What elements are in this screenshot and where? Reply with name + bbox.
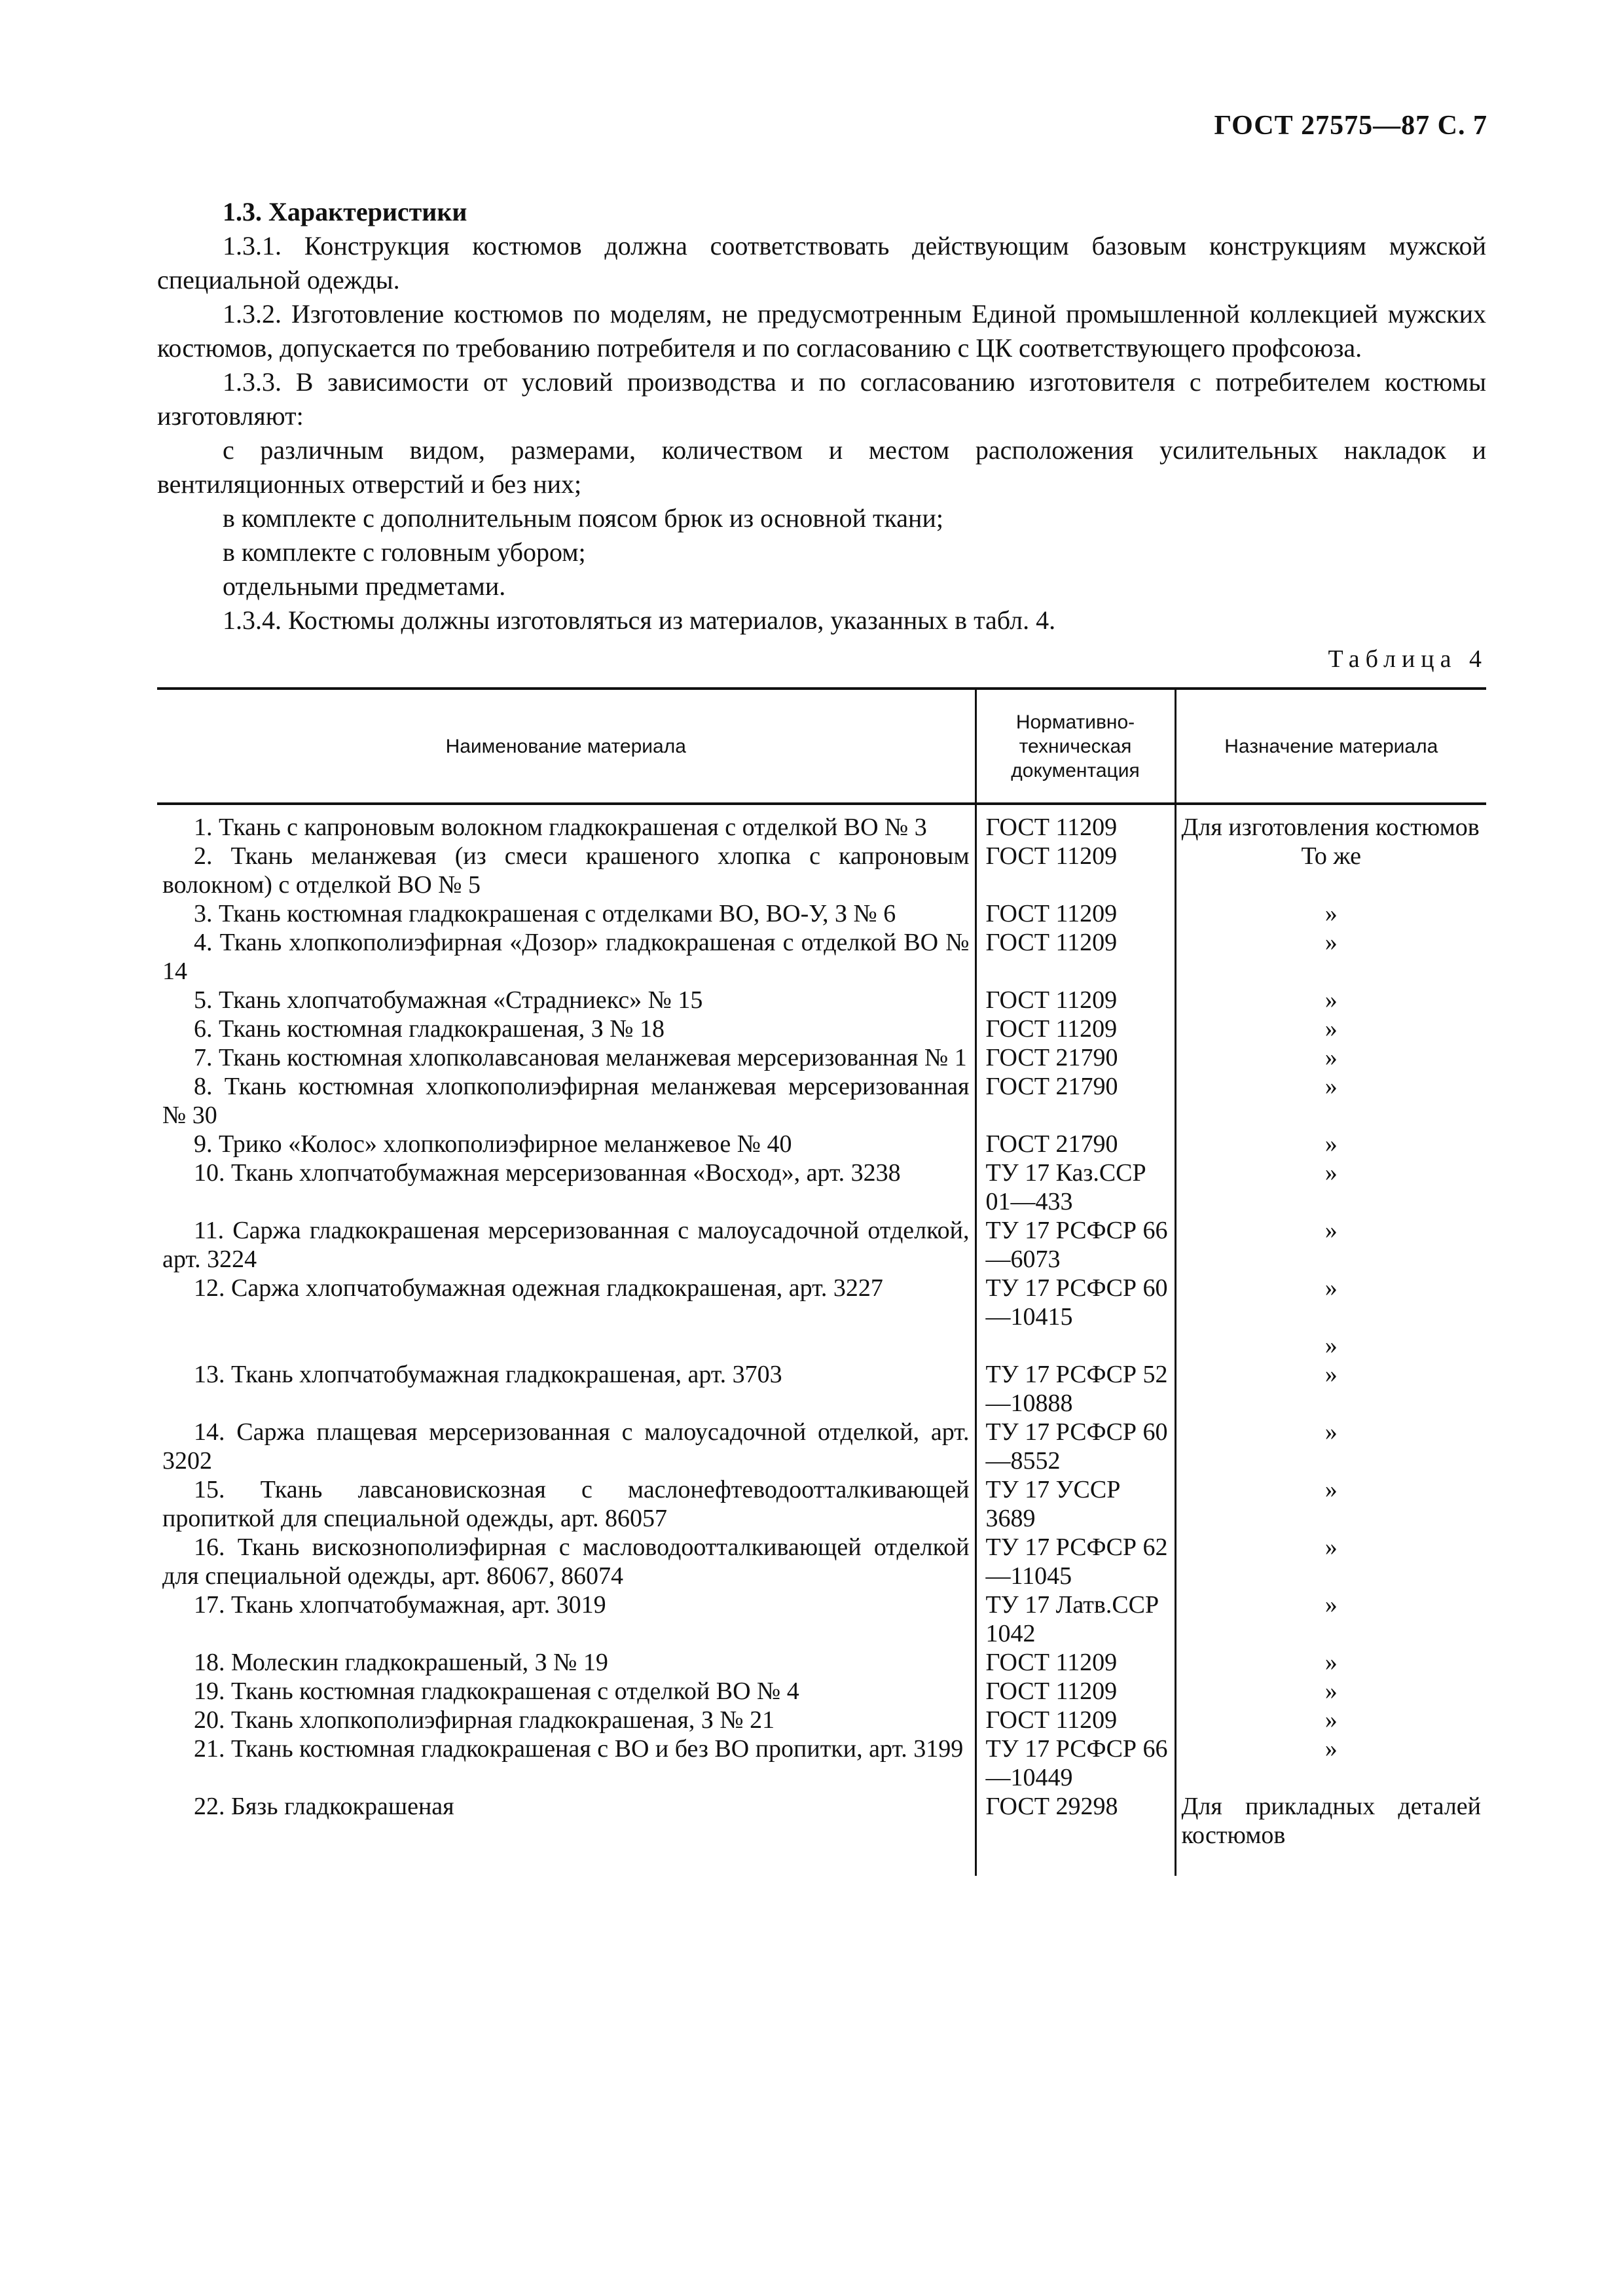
table-row	[157, 842, 1486, 899]
table-row	[157, 1418, 1486, 1475]
documentation-cell: ГОСТ 11209	[976, 1706, 1175, 1734]
paragraph-1-3-3: 1.3.3. В зависимости от условий производства и по согласованию изготовителя с потребителем костюмы изготовляют:	[157, 367, 1486, 431]
table-row	[157, 1475, 1486, 1533]
purpose-cell: »	[1175, 1677, 1486, 1706]
list-item: в комплекте с головным убором;	[223, 537, 586, 567]
purpose-cell: »	[1175, 1533, 1486, 1590]
material-name-cell: 17. Ткань хлопчатобумажная, арт. 3019	[194, 1591, 606, 1619]
documentation-cell: ГОСТ 11209	[976, 1648, 1175, 1677]
purpose-cell: »	[1175, 1590, 1486, 1648]
documentation-cell: ТУ 17 Латв.ССР 1042	[976, 1590, 1175, 1648]
material-name-cell: 5. Ткань хлопчатобумажная «Страдниекс» № 15	[194, 986, 703, 1014]
documentation-cell: ТУ 17 Каз.ССР 01—433	[976, 1158, 1175, 1216]
purpose-cell: »	[1175, 1734, 1486, 1792]
material-name-cell: 14. Саржа плащевая мерсеризованная с малоусадочной отделкой, арт. 3202	[162, 1418, 970, 1475]
table-row	[157, 1792, 1486, 1850]
table-row	[157, 804, 1486, 842]
documentation-cell: ГОСТ 21790	[976, 1130, 1175, 1158]
documentation-cell: ТУ 17 РСФСР 60—8552	[976, 1418, 1175, 1475]
material-name-cell: 16. Ткань вискознополиэфирная с масловодоотталкивающей отделкой для специальной одежды, арт. 86067, 86074	[162, 1534, 970, 1590]
purpose-cell: »	[1175, 1360, 1486, 1418]
purpose-cell: »	[1175, 1014, 1486, 1043]
empty-cell	[976, 1850, 1175, 1876]
documentation-cell: ГОСТ 11209	[976, 1014, 1175, 1043]
empty-cell	[157, 1850, 976, 1876]
documentation-cell	[976, 1331, 1175, 1360]
purpose-cell: »	[1175, 1706, 1486, 1734]
material-name-cell: 12. Саржа хлопчатобумажная одежная гладкокрашеная, арт. 3227	[194, 1274, 883, 1302]
purpose-cell: »	[1175, 1331, 1486, 1360]
header-material-name: Наименование материала	[157, 689, 976, 804]
documentation-cell: ТУ 17 РСФСР 66—10449	[976, 1734, 1175, 1792]
material-name-cell: 8. Ткань костюмная хлопкополиэфирная меланжевая мерсеризованная № 30	[162, 1073, 970, 1129]
table-row	[157, 1648, 1486, 1677]
table-row	[157, 1590, 1486, 1648]
paragraph-1-3-1: 1.3.1. Конструкция костюмов должна соответствовать действующим базовым конструкциям мужской специальной одежды.	[157, 231, 1486, 295]
purpose-cell: »	[1175, 1043, 1486, 1072]
documentation-cell: ТУ 17 РСФСР 62—11045	[976, 1533, 1175, 1590]
material-name-cell: 20. Ткань хлопкополиэфирная гладкокрашеная, З № 21	[194, 1706, 775, 1734]
purpose-cell: »	[1175, 1158, 1486, 1216]
table-row	[157, 1158, 1486, 1216]
purpose-cell: »	[1175, 1274, 1486, 1331]
table-row	[157, 899, 1486, 928]
table-row	[157, 928, 1486, 986]
list-item: в комплекте с дополнительным поясом брюк из основной ткани;	[223, 503, 943, 533]
material-name-cell: 11. Саржа гладкокрашеная мерсеризованная с малоусадочной отделкой, арт. 3224	[162, 1217, 970, 1273]
material-name-cell	[157, 1331, 976, 1360]
purpose-cell: »	[1175, 1418, 1486, 1475]
documentation-cell: ГОСТ 21790	[976, 1072, 1175, 1130]
table-row	[157, 1216, 1486, 1274]
documentation-cell: ГОСТ 11209	[976, 986, 1175, 1014]
table-row	[157, 1331, 1486, 1360]
material-name-cell: 6. Ткань костюмная гладкокрашеная, З № 18	[194, 1015, 665, 1043]
documentation-cell: ТУ 17 РСФСР 52—10888	[976, 1360, 1175, 1418]
material-name-cell: 22. Бязь гладкокрашеная	[194, 1793, 454, 1820]
purpose-cell: Для изготовления костюмов	[1175, 804, 1486, 842]
header-purpose: Назначение материала	[1175, 689, 1486, 804]
table-tail-row	[157, 1850, 1486, 1876]
documentation-cell: ГОСТ 21790	[976, 1043, 1175, 1072]
page-header: ГОСТ 27575—87 С. 7	[1214, 111, 1487, 141]
purpose-cell: »	[1175, 1648, 1486, 1677]
material-name-cell: 13. Ткань хлопчатобумажная гладкокрашеная, арт. 3703	[194, 1361, 782, 1388]
paragraph-1-3-4: 1.3.4. Костюмы должны изготовляться из материалов, указанных в табл. 4.	[223, 605, 1056, 635]
purpose-cell: »	[1175, 986, 1486, 1014]
purpose-cell: Для прикладных деталей костюмов	[1175, 1792, 1486, 1850]
table-row	[157, 1130, 1486, 1158]
material-name-cell: 19. Ткань костюмная гладкокрашеная с отделкой ВО № 4	[194, 1677, 799, 1705]
purpose-cell: »	[1175, 1216, 1486, 1274]
documentation-cell: ТУ 17 УССР 3689	[976, 1475, 1175, 1533]
list-item: с различным видом, размерами, количеством и местом расположения усилительных накладок и вентиляционных отверстий и без них;	[157, 435, 1486, 499]
documentation-cell: ГОСТ 11209	[976, 1677, 1175, 1706]
material-name-cell: 21. Ткань костюмная гладкокрашеная с ВО и без ВО пропитки, арт. 3199	[194, 1735, 964, 1763]
material-name-cell: 1. Ткань с капроновым волокном гладкокрашеная с отделкой ВО № 3	[194, 814, 927, 841]
table-row	[157, 986, 1486, 1014]
table-row	[157, 1043, 1486, 1072]
empty-cell	[1175, 1850, 1486, 1876]
material-name-cell: 7. Ткань костюмная хлопколавсановая меланжевая мерсеризованная № 1	[194, 1044, 967, 1071]
materials-table	[157, 687, 1486, 1876]
documentation-cell: ГОСТ 29298	[976, 1792, 1175, 1850]
table-caption: Таблица 4	[1328, 645, 1487, 673]
list-item: отдельными предметами.	[223, 571, 506, 601]
purpose-cell: »	[1175, 1072, 1486, 1130]
table-row	[157, 1014, 1486, 1043]
material-name-cell: 18. Молескин гладкокрашеный, З № 19	[194, 1649, 608, 1676]
paragraph-1-3-2: 1.3.2. Изготовление костюмов по моделям, не предусмотренным Единой промышленной коллекцией мужских костюмов, допускается по требованию потребителя и по согласованию с ЦК соответствующего профсоюза.	[157, 299, 1486, 363]
material-name-cell: 2. Ткань меланжевая (из смеси крашеного хлопка с капроновым волокном) с отделкой ВО № 5	[162, 842, 970, 899]
purpose-cell: »	[1175, 1475, 1486, 1533]
documentation-cell: ГОСТ 11209	[976, 899, 1175, 928]
table-row	[157, 1533, 1486, 1590]
material-name-cell: 15. Ткань лавсановискозная с маслонефтеводоотталкивающей пропиткой для специальной одежды, арт. 86057	[162, 1476, 970, 1532]
documentation-cell: ТУ 17 РСФСР 66—6073	[976, 1216, 1175, 1274]
purpose-cell: »	[1175, 1130, 1486, 1158]
documentation-cell: ГОСТ 11209	[976, 842, 1175, 899]
table-row	[157, 1677, 1486, 1706]
table-row	[157, 1072, 1486, 1130]
purpose-cell: »	[1175, 928, 1486, 986]
material-name-cell: 4. Ткань хлопкополиэфирная «Дозор» гладкокрашеная с отделкой ВО № 14	[162, 929, 970, 985]
documentation-cell: ТУ 17 РСФСР 60—10415	[976, 1274, 1175, 1331]
table-row	[157, 1706, 1486, 1734]
table-row	[157, 1360, 1486, 1418]
material-name-cell: 3. Ткань костюмная гладкокрашеная с отделками ВО, ВО-У, З № 6	[194, 900, 896, 927]
material-name-cell: 10. Ткань хлопчатобумажная мерсеризованная «Восход», арт. 3238	[194, 1159, 901, 1187]
documentation-cell: ГОСТ 11209	[976, 804, 1175, 842]
table-body	[157, 804, 1486, 1876]
material-name-cell: 9. Трико «Колос» хлопкополиэфирное меланжевое № 40	[194, 1130, 792, 1158]
purpose-cell: То же	[1175, 842, 1486, 899]
table-header-row	[157, 689, 1486, 804]
purpose-cell: »	[1175, 899, 1486, 928]
documentation-cell: ГОСТ 11209	[976, 928, 1175, 986]
section-heading: 1.3. Характеристики	[223, 197, 467, 226]
section-text	[157, 195, 1486, 637]
header-documentation: Нормативно-техническая документация	[976, 689, 1175, 804]
table-row	[157, 1274, 1486, 1331]
table-row	[157, 1734, 1486, 1792]
